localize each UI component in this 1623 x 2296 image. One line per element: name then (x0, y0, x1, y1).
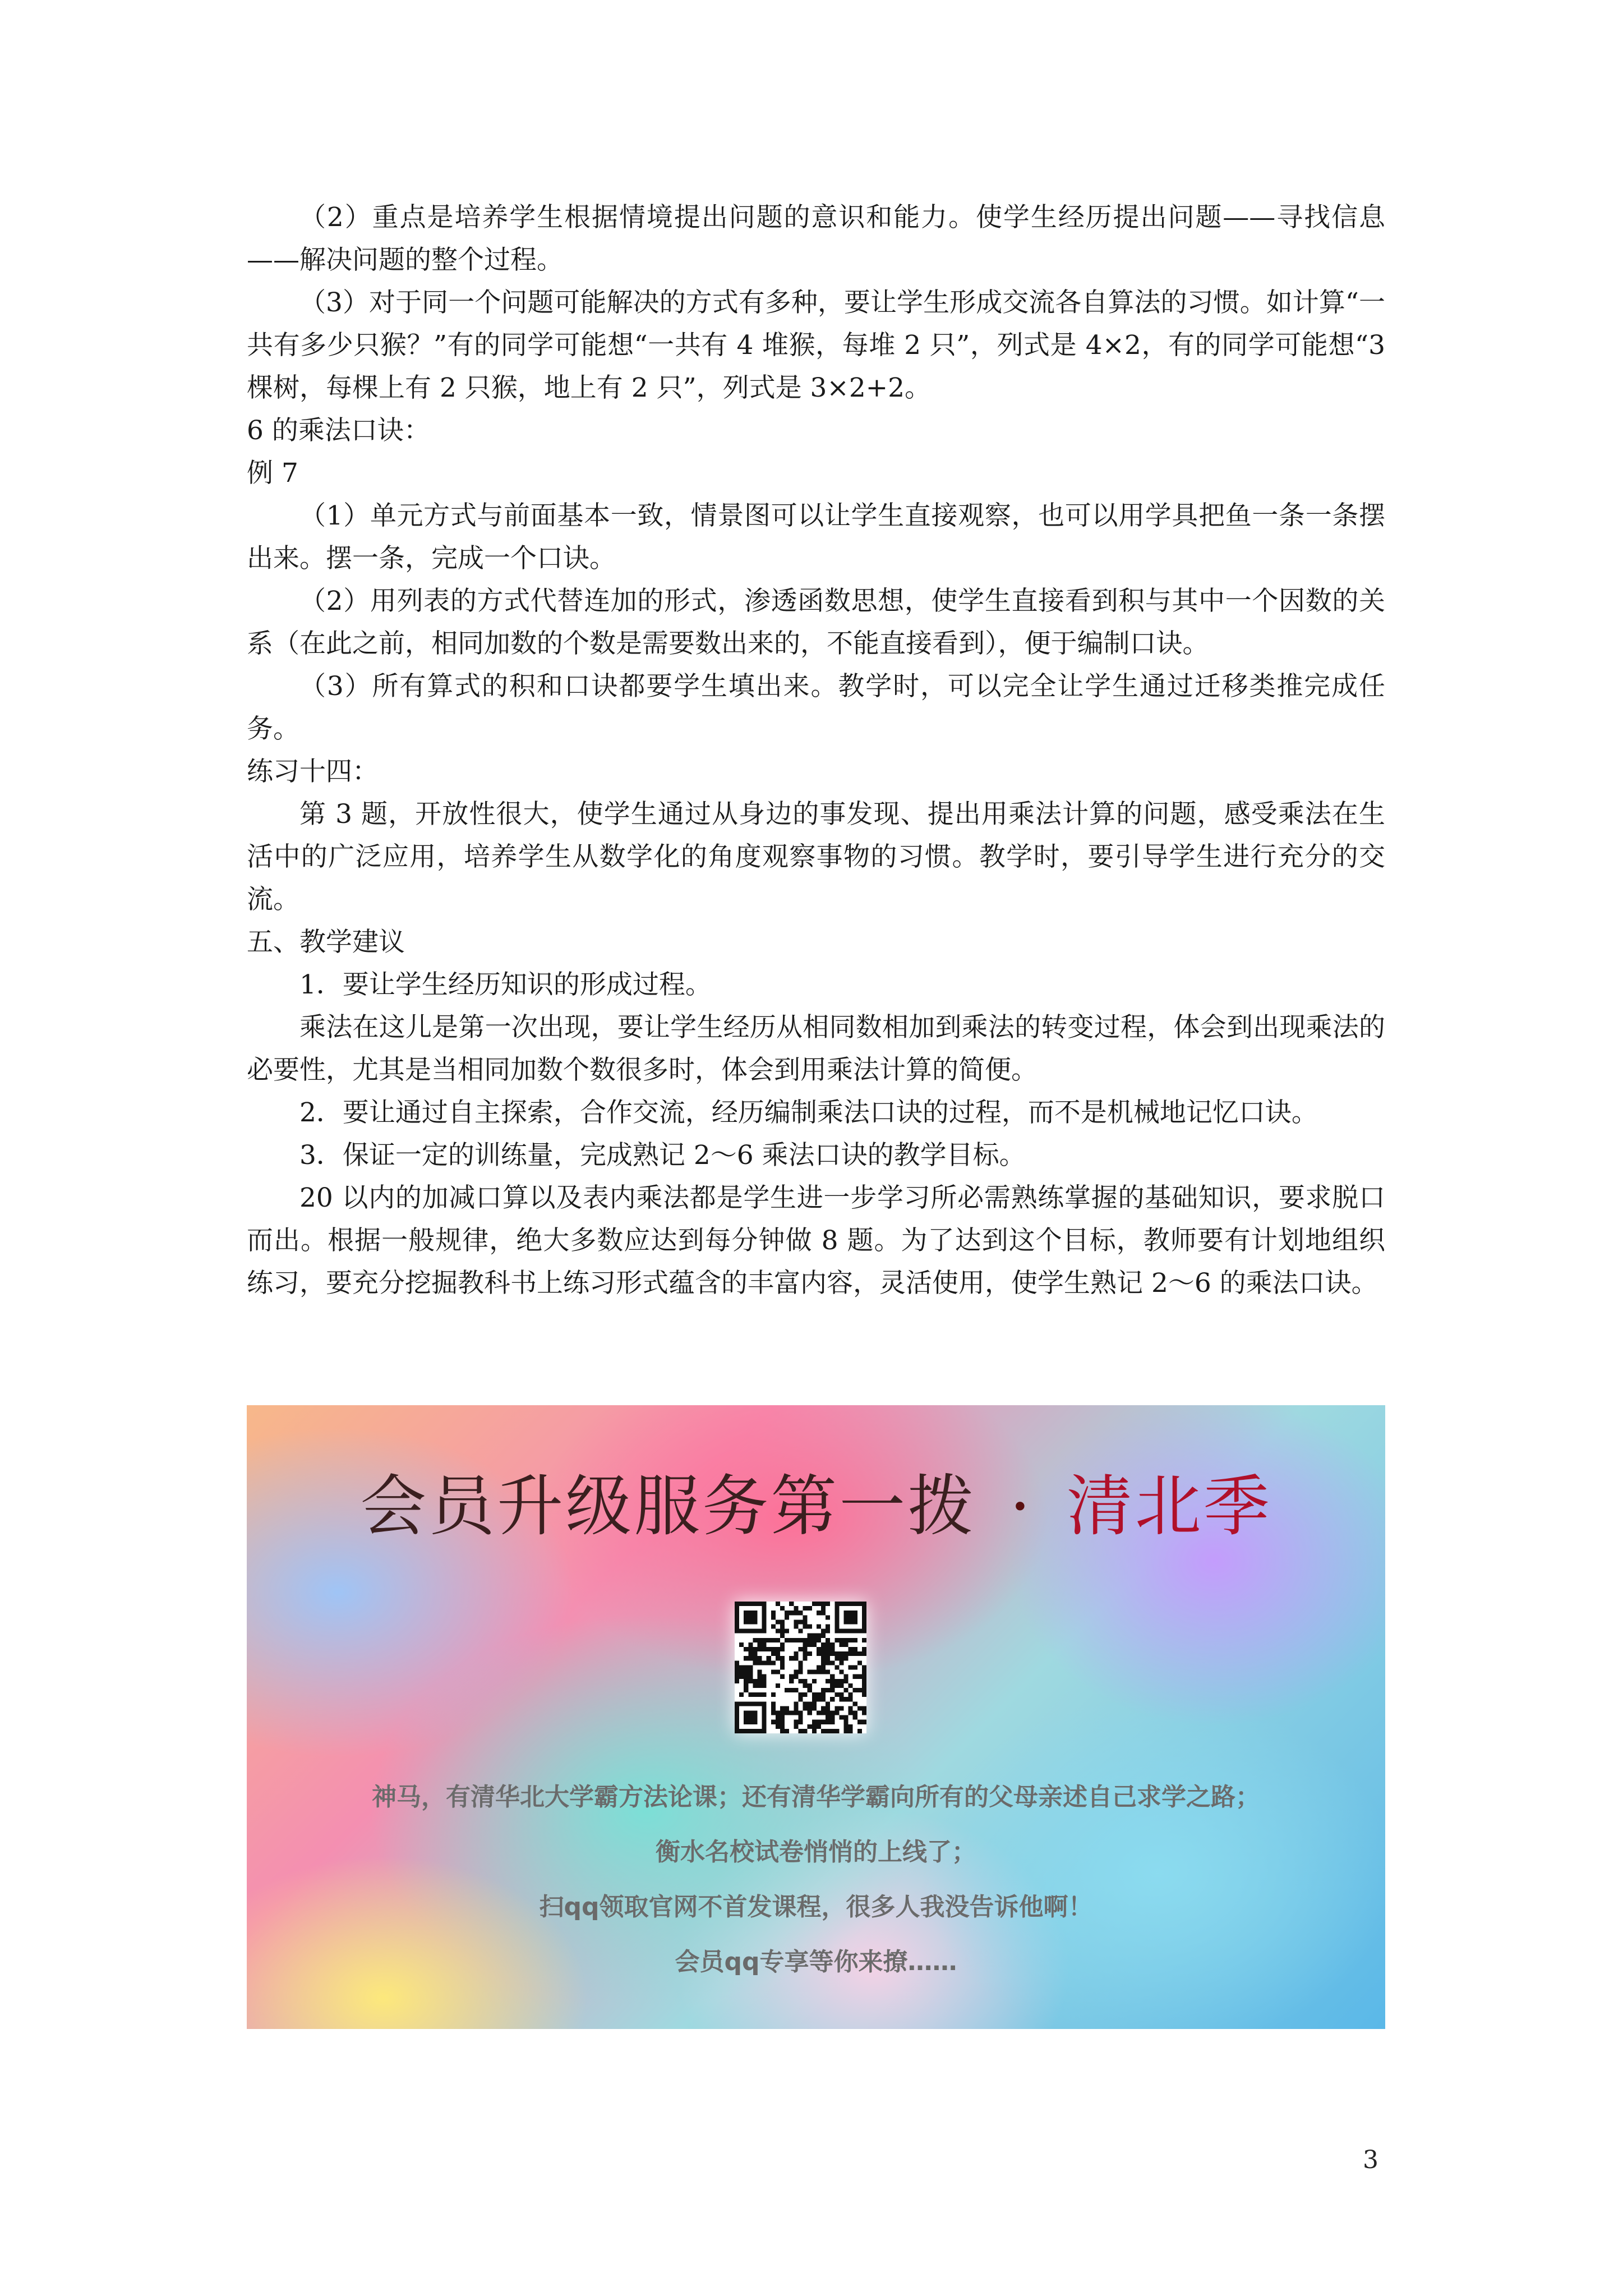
banner-title-main: 会员升级服务第一拨 (360, 1467, 976, 1545)
paragraph: 6 的乘法口诀： (247, 415, 430, 446)
qr-code-icon[interactable] (735, 1602, 866, 1733)
paragraph: 第 3 题，开放性很大，使学生通过从身边的事发现、提出用乘法计算的问题，感受乘法在生活中的广泛应用，培养学生从数学化的角度观察事物的习惯。教学时，要引导学生进行充分的交流。 (247, 799, 1385, 915)
banner-text (247, 1770, 1385, 1990)
paragraph: 五、教学建议 (247, 927, 405, 958)
paragraph: （2）用列表的方式代替连加的形式，渗透函数思想，使学生直接看到积与其中一个因数的关系（在此之前，相同加数的个数是需要数出来的，不能直接看到），便于编制口诀。 (247, 586, 1385, 659)
paragraph: 20 以内的加减口算以及表内乘法都是学生进一步学习所必需熟练掌握的基础知识，要求脱口而出。根据一般规律，绝大多数应达到每分钟做 8 题。为了达到这个目标，教师要有计划地组织练习，要充分挖掘教科书上练习形式蕴含的丰富内容，灵活使用，使学生熟记 2～6 的乘法口诀。 (247, 1182, 1385, 1299)
banner-line: 会员qq专享等你来撩…… (675, 1948, 957, 1976)
banner-title-highlight: 清北季 (1066, 1467, 1272, 1545)
banner-title (247, 1467, 1385, 1545)
banner-line: 扫qq领取官网不首发课程，很多人我没告诉他啊！ (539, 1893, 1093, 1921)
banner-title-separator: · (1009, 1467, 1033, 1545)
paragraph: 2．要让通过自主探索，合作交流，经历编制乘法口诀的过程，而不是机械地记忆口诀。 (299, 1097, 1318, 1128)
paragraph: 3．保证一定的训练量，完成熟记 2～6 乘法口诀的教学目标。 (299, 1140, 1026, 1171)
banner-line: 衡水名校试卷悄悄的上线了； (656, 1838, 976, 1866)
paragraph: （3）对于同一个问题可能解决的方式有多种，要让学生形成交流各自算法的习惯。如计算“一共有多少只猴？”有的同学可能想“一共有 4 堆猴，每堆 2 只”，列式是 4×2，有的同学可能想“3 棵树，每棵上有 2 只猴，地上有 2 只”，列式是 3×2+2。 (247, 287, 1385, 403)
banner-line: 神马，有清华北大学霸方法论课；还有清华学霸向所有的父母亲述自己求学之路； (372, 1783, 1260, 1811)
paragraph: （3）所有算式的积和口诀都要学生填出来。教学时，可以完全让学生通过迁移类推完成任务。 (247, 671, 1385, 744)
paragraph: （2）重点是培养学生根据情境提出问题的意识和能力。使学生经历提出问题——寻找信息——解决问题的整个过程。 (247, 202, 1385, 275)
promo-banner[interactable] (247, 1405, 1385, 2029)
paragraph: 1．要让学生经历知识的形成过程。 (299, 969, 712, 1000)
paragraph: 例 7 (247, 458, 298, 489)
paragraph: （1）单元方式与前面基本一致，情景图可以让学生直接观察，也可以用学具把鱼一条一条摆出来。摆一条，完成一个口诀。 (247, 500, 1385, 574)
paragraph: 练习十四： (247, 756, 379, 787)
paragraph: 乘法在这儿是第一次出现，要让学生经历从相同数相加到乘法的转变过程，体会到出现乘法的必要性，尤其是当相同加数个数很多时，体会到用乘法计算的简便。 (247, 1012, 1385, 1085)
document-body (247, 196, 1385, 1305)
page-number: 3 (1363, 2146, 1378, 2174)
